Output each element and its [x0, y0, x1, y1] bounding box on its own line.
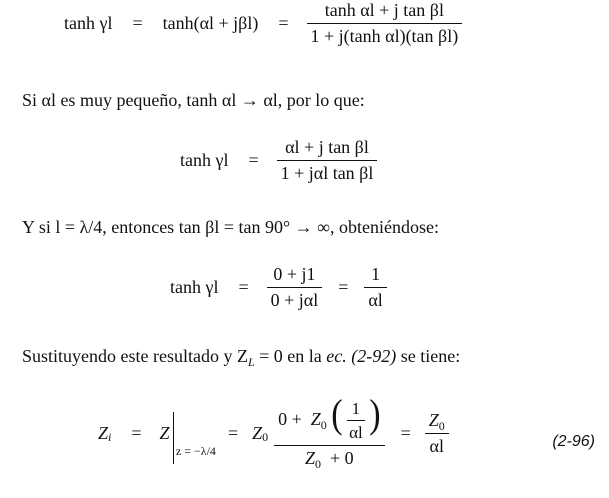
eq2-fraction: [277, 137, 378, 183]
eq2-equals: =: [248, 149, 259, 170]
equation-number: (2-96): [552, 433, 595, 450]
eq4-right-paren: ): [369, 392, 381, 437]
equation-tanh-quarter-wave: [170, 264, 387, 310]
eq1-fraction-bar: [307, 23, 463, 24]
eq4-den-z-sub: 0: [315, 456, 322, 471]
para3-sub-l: L: [247, 355, 255, 369]
eq1-numerator: tanh αl + j tan βl: [324, 0, 444, 20]
eq4-num-prefix: 0 +: [278, 409, 307, 429]
eq4-zi-symbol: Z: [98, 422, 109, 443]
eq3-equals-a: =: [238, 276, 249, 297]
eq4-evaluation-bar: [173, 412, 174, 464]
para3-equation-ref: ec. (2-92): [326, 346, 397, 366]
eq4-den-suffix: + 0: [325, 447, 354, 468]
eq3-fraction-b: [364, 264, 386, 310]
eq4-num-z-sub: 0: [320, 418, 327, 432]
eq1-equals-b: =: [278, 12, 289, 33]
eq2-fraction-bar: [277, 160, 378, 161]
eq4-z0-sub: 0: [262, 429, 269, 444]
equation-tanh-approx: [180, 137, 377, 183]
eq4-equals-c: =: [400, 422, 411, 443]
eq4-z0-symbol: Z: [252, 422, 263, 443]
eq4-res-num-sub: 0: [438, 419, 445, 434]
eq2-lhs: tanh γl: [180, 149, 229, 170]
eq1-lhs: tanh γl: [64, 12, 113, 33]
eq3-lhs: tanh γl: [170, 276, 219, 297]
para3-after: se tiene:: [396, 346, 461, 366]
eq3-numerator-b: 1: [371, 264, 381, 284]
eq4-left-paren: (: [331, 392, 343, 437]
eq3-equals-b: =: [338, 276, 349, 297]
eq3-fraction-bar-b: [364, 287, 386, 288]
equation-tanh-expansion: [64, 0, 462, 46]
eq4-den-z: Z: [305, 447, 316, 468]
eq1-fraction: [307, 0, 463, 46]
paragraph-small-alpha: Si αl es muy pequeño, tanh αl → αl, por lo que:: [22, 90, 365, 110]
eq1-equals-a: =: [132, 12, 143, 33]
eq4-inner-fraction: [347, 399, 365, 443]
eq3-numerator-a: 0 + j1: [273, 264, 316, 284]
eq4-main-denominator: [301, 448, 358, 469]
para3-before: Sustituyendo este resultado y Z: [22, 346, 248, 366]
eq4-main-numerator: [274, 392, 384, 443]
equation-input-impedance: [98, 392, 449, 471]
paragraph-substitution: [22, 346, 460, 367]
eq4-evaluation-sub: z = −λ/4: [175, 443, 216, 458]
eq4-zi-sub: i: [108, 429, 112, 444]
eq1-mid: tanh(αl + jβl): [162, 12, 259, 33]
eq4-zi: [98, 423, 111, 444]
eq4-result-denominator: αl: [429, 435, 444, 456]
eq4-equals-a: =: [131, 422, 142, 443]
eq4-z0: [252, 423, 268, 444]
eq4-main-fraction: [274, 392, 384, 471]
eq3-denominator-a: 0 + jαl: [270, 289, 319, 310]
eq4-result-fraction-bar: [425, 433, 449, 434]
eq4-z: Z: [159, 422, 170, 443]
eq2-denominator: 1 + jαl tan βl: [280, 162, 374, 183]
eq3-fraction-a: [267, 264, 323, 310]
eq2-numerator: αl + j tan βl: [285, 137, 369, 157]
eq3-denominator-b: αl: [368, 289, 383, 310]
eq1-denominator: 1 + j(tanh αl)(tan βl): [310, 25, 459, 46]
eq4-num-z: Z: [310, 409, 321, 429]
eq4-inner-denominator: αl: [349, 423, 363, 443]
para3-mid: = 0 en la: [254, 346, 327, 366]
eq4-equals-b: =: [227, 422, 239, 443]
eq4-main-fraction-bar: [274, 445, 384, 446]
eq4-inner-numerator: 1: [351, 398, 361, 418]
eq4-res-num-z: Z: [428, 410, 439, 431]
paragraph-quarter-wave: Y si l = λ/4, entonces tan βl = tan 90° → ∞, obteniéndose:: [22, 217, 439, 237]
eq4-result-fraction: [425, 410, 449, 456]
eq4-result-numerator: [425, 410, 449, 434]
eq3-fraction-bar-a: [267, 287, 323, 288]
eq4-inner-fraction-bar: [347, 420, 365, 421]
